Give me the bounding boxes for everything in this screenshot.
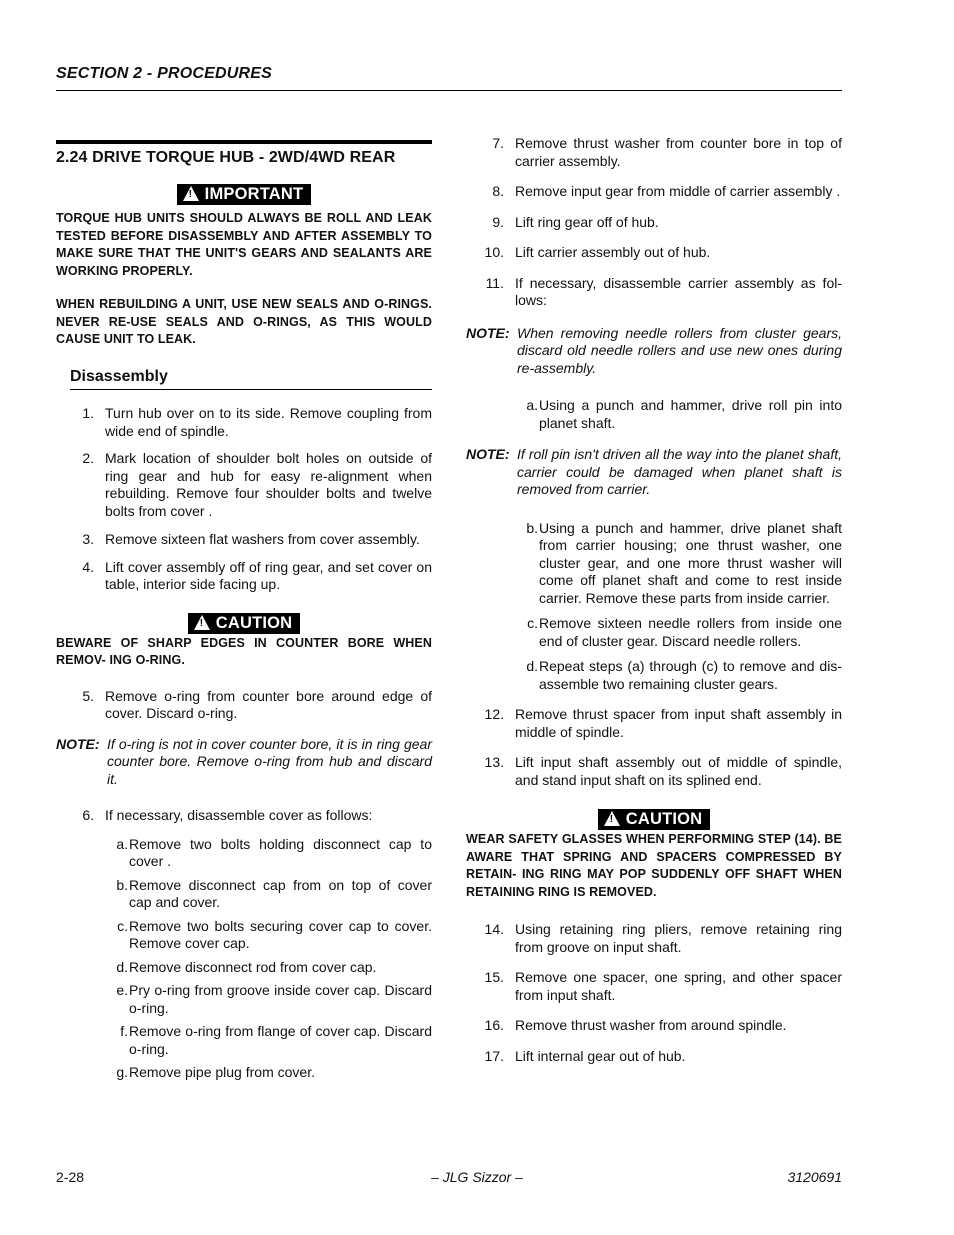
note xyxy=(466,446,842,499)
step-item xyxy=(466,969,842,1004)
step-number: 12. xyxy=(484,706,504,722)
step-item xyxy=(466,214,842,232)
substep-text: Pry o-ring from groove inside cover cap. Discard o-ring. xyxy=(129,982,432,1016)
important-banner xyxy=(56,184,432,206)
substep-item xyxy=(56,836,432,871)
step-number: 2. xyxy=(82,450,94,466)
substep-letter: c. xyxy=(527,615,538,631)
left-column xyxy=(56,140,432,1082)
step-text: Mark location of shoulder bolt holes on outside of ring gear and hub for easy re-alignment when rebuilding. Remove four shoulder bolts and twelve bolts from cover . xyxy=(105,450,432,519)
step-number: 16. xyxy=(484,1017,504,1033)
caution-text: BEWARE OF SHARP EDGES IN COUNTER BORE WHEN REMOV- ING O-RING. xyxy=(56,635,432,667)
step-item xyxy=(56,559,432,594)
step-text: Remove one spacer, one spring, and other spacer from input shaft. xyxy=(515,969,842,1003)
step-text: Remove thrust washer from around spindle. xyxy=(515,1017,787,1033)
note xyxy=(56,736,432,789)
step-number: 11. xyxy=(485,274,504,291)
substep-letter: d. xyxy=(116,958,128,975)
substep-item xyxy=(56,877,432,912)
document-number: 3120691 xyxy=(787,1169,842,1185)
substep-item xyxy=(466,397,842,432)
step-number: 7. xyxy=(492,135,504,151)
note-text: When removing needle rollers from cluster gears, discard old needle rollers and use new ones during re-assembly. xyxy=(517,324,842,376)
step-text: Lift carrier assembly out of hub. xyxy=(515,244,711,260)
substep-text: Remove two bolts holding disconnect cap to cover . xyxy=(129,835,432,869)
substep-item xyxy=(56,1023,432,1058)
substep-text: Remove two bolts securing cover cap to cover. Remove cover cap. xyxy=(129,917,432,951)
substep-item xyxy=(56,1064,432,1082)
note-label: NOTE: xyxy=(466,446,510,462)
step-item xyxy=(466,183,842,201)
step-number: 8. xyxy=(492,183,504,199)
substep-text: Remove pipe plug from cover. xyxy=(129,1064,315,1080)
disassembly-heading: Disassembly xyxy=(70,368,432,391)
note-text: If roll pin isn't driven all the way into the planet shaft, carrier could be damaged when planet shaft is removed from carrier. xyxy=(517,446,842,497)
step-text: Remove input gear from middle of carrier assembly . xyxy=(515,183,841,199)
step-item xyxy=(56,531,432,549)
note-text: If o-ring is not in cover counter bore, it is in ring gear counter bore. Remove o-ring from hub and discard it. xyxy=(107,735,432,787)
caution-label: CAUTION xyxy=(215,613,293,632)
step-number: 14. xyxy=(484,921,504,937)
step-number: 3. xyxy=(82,531,94,547)
step-item xyxy=(466,706,842,741)
step-text: Lift internal gear out of hub. xyxy=(515,1047,686,1064)
step-number: 5. xyxy=(82,687,94,704)
step-item xyxy=(466,1017,842,1035)
substep-letter: f. xyxy=(120,1023,128,1039)
section-heading: 2.24 DRIVE TORQUE HUB - 2WD/4WD REAR xyxy=(56,140,432,171)
substep-item xyxy=(466,520,842,608)
substep-letter: a. xyxy=(526,397,538,413)
footer-title: – JLG Sizzor – xyxy=(431,1169,523,1185)
substep-text: Remove o-ring from flange of cover cap. Discard o-ring. xyxy=(129,1023,432,1057)
warning-triangle-icon: ! xyxy=(194,615,210,630)
substep-item xyxy=(56,982,432,1017)
substep-item xyxy=(56,918,432,953)
step-text: Remove thrust washer from counter bore in top of carrier assembly. xyxy=(515,135,842,169)
substep-item xyxy=(56,959,432,977)
caution-banner xyxy=(466,809,842,831)
substep-letter: c. xyxy=(117,917,128,934)
step-item xyxy=(466,754,842,789)
step-item xyxy=(56,405,432,440)
step-item xyxy=(466,244,842,262)
step-number: 1. xyxy=(82,405,94,421)
step-number: 17. xyxy=(484,1047,504,1064)
substep-letter: e. xyxy=(116,982,128,998)
substep-letter: b. xyxy=(116,876,128,893)
step-item xyxy=(466,275,842,310)
step-text: Using retaining ring pliers, remove retaining ring from groove on input shaft. xyxy=(515,921,842,955)
substep-text: Remove disconnect cap from on top of cover cap and cover. xyxy=(129,876,432,910)
note-label: NOTE: xyxy=(466,324,510,341)
step-number: 15. xyxy=(484,969,504,985)
caution-text: WEAR SAFETY GLASSES WHEN PERFORMING STEP (14). BE AWARE THAT SPRING AND SPACERS COMPRESSED BY RETAIN- ING RING MAY POP SUDDENLY OFF SHAFT WHEN RETAINING RING IS REMOVED. xyxy=(466,832,842,899)
step-item xyxy=(56,450,432,520)
step-item xyxy=(56,807,432,825)
substep-letter: d. xyxy=(526,658,538,674)
caution-banner xyxy=(56,613,432,635)
step-text: Turn hub over on to its side. Remove coupling from wide end of spindle. xyxy=(105,405,432,439)
important-paragraph-2: WHEN REBUILDING A UNIT, USE NEW SEALS AND O-RINGS. NEVER RE-USE SEALS AND O-RINGS, AS THIS WOULD CAUSE UNIT TO LEAK. xyxy=(56,297,432,346)
page-number: 2-28 xyxy=(56,1169,85,1185)
step-number: 6. xyxy=(82,807,94,823)
caution-label: CAUTION xyxy=(625,810,703,828)
substep-letter: b. xyxy=(526,519,538,536)
substep-item xyxy=(466,615,842,650)
step-text: Remove sixteen flat washers from cover assembly. xyxy=(105,531,420,547)
note-label: NOTE: xyxy=(56,735,100,752)
step-number: 13. xyxy=(484,754,504,770)
step-text: If necessary, disassemble cover as follows: xyxy=(105,807,373,823)
step-text: Lift ring gear off of hub. xyxy=(515,213,659,230)
step-text: Lift input shaft assembly out of middle of spindle, and stand input shaft on its splined end. xyxy=(515,754,842,788)
substep-text: Using a punch and hammer, drive planet shaft from carrier housing; one thrust washer, one cluster gear, and one more thrust washer will come off planet shaft and come to rest inside carrier. Remove these parts from inside carrier. xyxy=(539,519,842,606)
step-text: Remove o-ring from counter bore around edge of cover. Discard o-ring. xyxy=(105,687,432,721)
step-item xyxy=(466,135,842,170)
note xyxy=(466,325,842,378)
step-item xyxy=(56,688,432,723)
substep-text: Using a punch and hammer, drive roll pin into planet shaft. xyxy=(539,397,842,431)
step-item xyxy=(466,1048,842,1066)
step-text: Remove thrust spacer from input shaft assembly in middle of spindle. xyxy=(515,706,842,740)
substep-text: Remove sixteen needle rollers from inside one end of cluster gear. Discard needle rollers. xyxy=(539,615,842,649)
section-header: SECTION 2 - PROCEDURES xyxy=(56,65,272,82)
important-label: IMPORTANT xyxy=(204,185,304,203)
important-paragraph-1: TORQUE HUB UNITS SHOULD ALWAYS BE ROLL AND LEAK TESTED BEFORE DISASSEMBLY AND AFTER ASSEMBLY TO MAKE SURE THAT THE UNIT'S GEARS AND SEALANTS ARE WORKING PROPERLY. xyxy=(56,211,432,278)
step-item xyxy=(466,921,842,956)
step-text: Lift cover assembly off of ring gear, and set cover on table, interior side facing up. xyxy=(105,558,432,592)
header-rule xyxy=(56,90,842,91)
step-number: 10. xyxy=(484,244,504,260)
substep-text: Remove disconnect rod from cover cap. xyxy=(129,958,377,975)
substep-item xyxy=(466,658,842,693)
step-number: 4. xyxy=(82,558,94,575)
right-column xyxy=(466,135,842,1065)
substep-text: Repeat steps (a) through (c) to remove and dis- assemble two remaining cluster gears. xyxy=(539,658,842,692)
substep-letter: g. xyxy=(116,1064,128,1080)
substep-letter: a. xyxy=(116,835,128,852)
warning-triangle-icon: ! xyxy=(604,811,620,826)
step-text: If necessary, disassemble carrier assembly as fol- lows: xyxy=(515,274,842,308)
step-number: 9. xyxy=(492,213,504,230)
warning-triangle-icon: ! xyxy=(183,186,199,201)
